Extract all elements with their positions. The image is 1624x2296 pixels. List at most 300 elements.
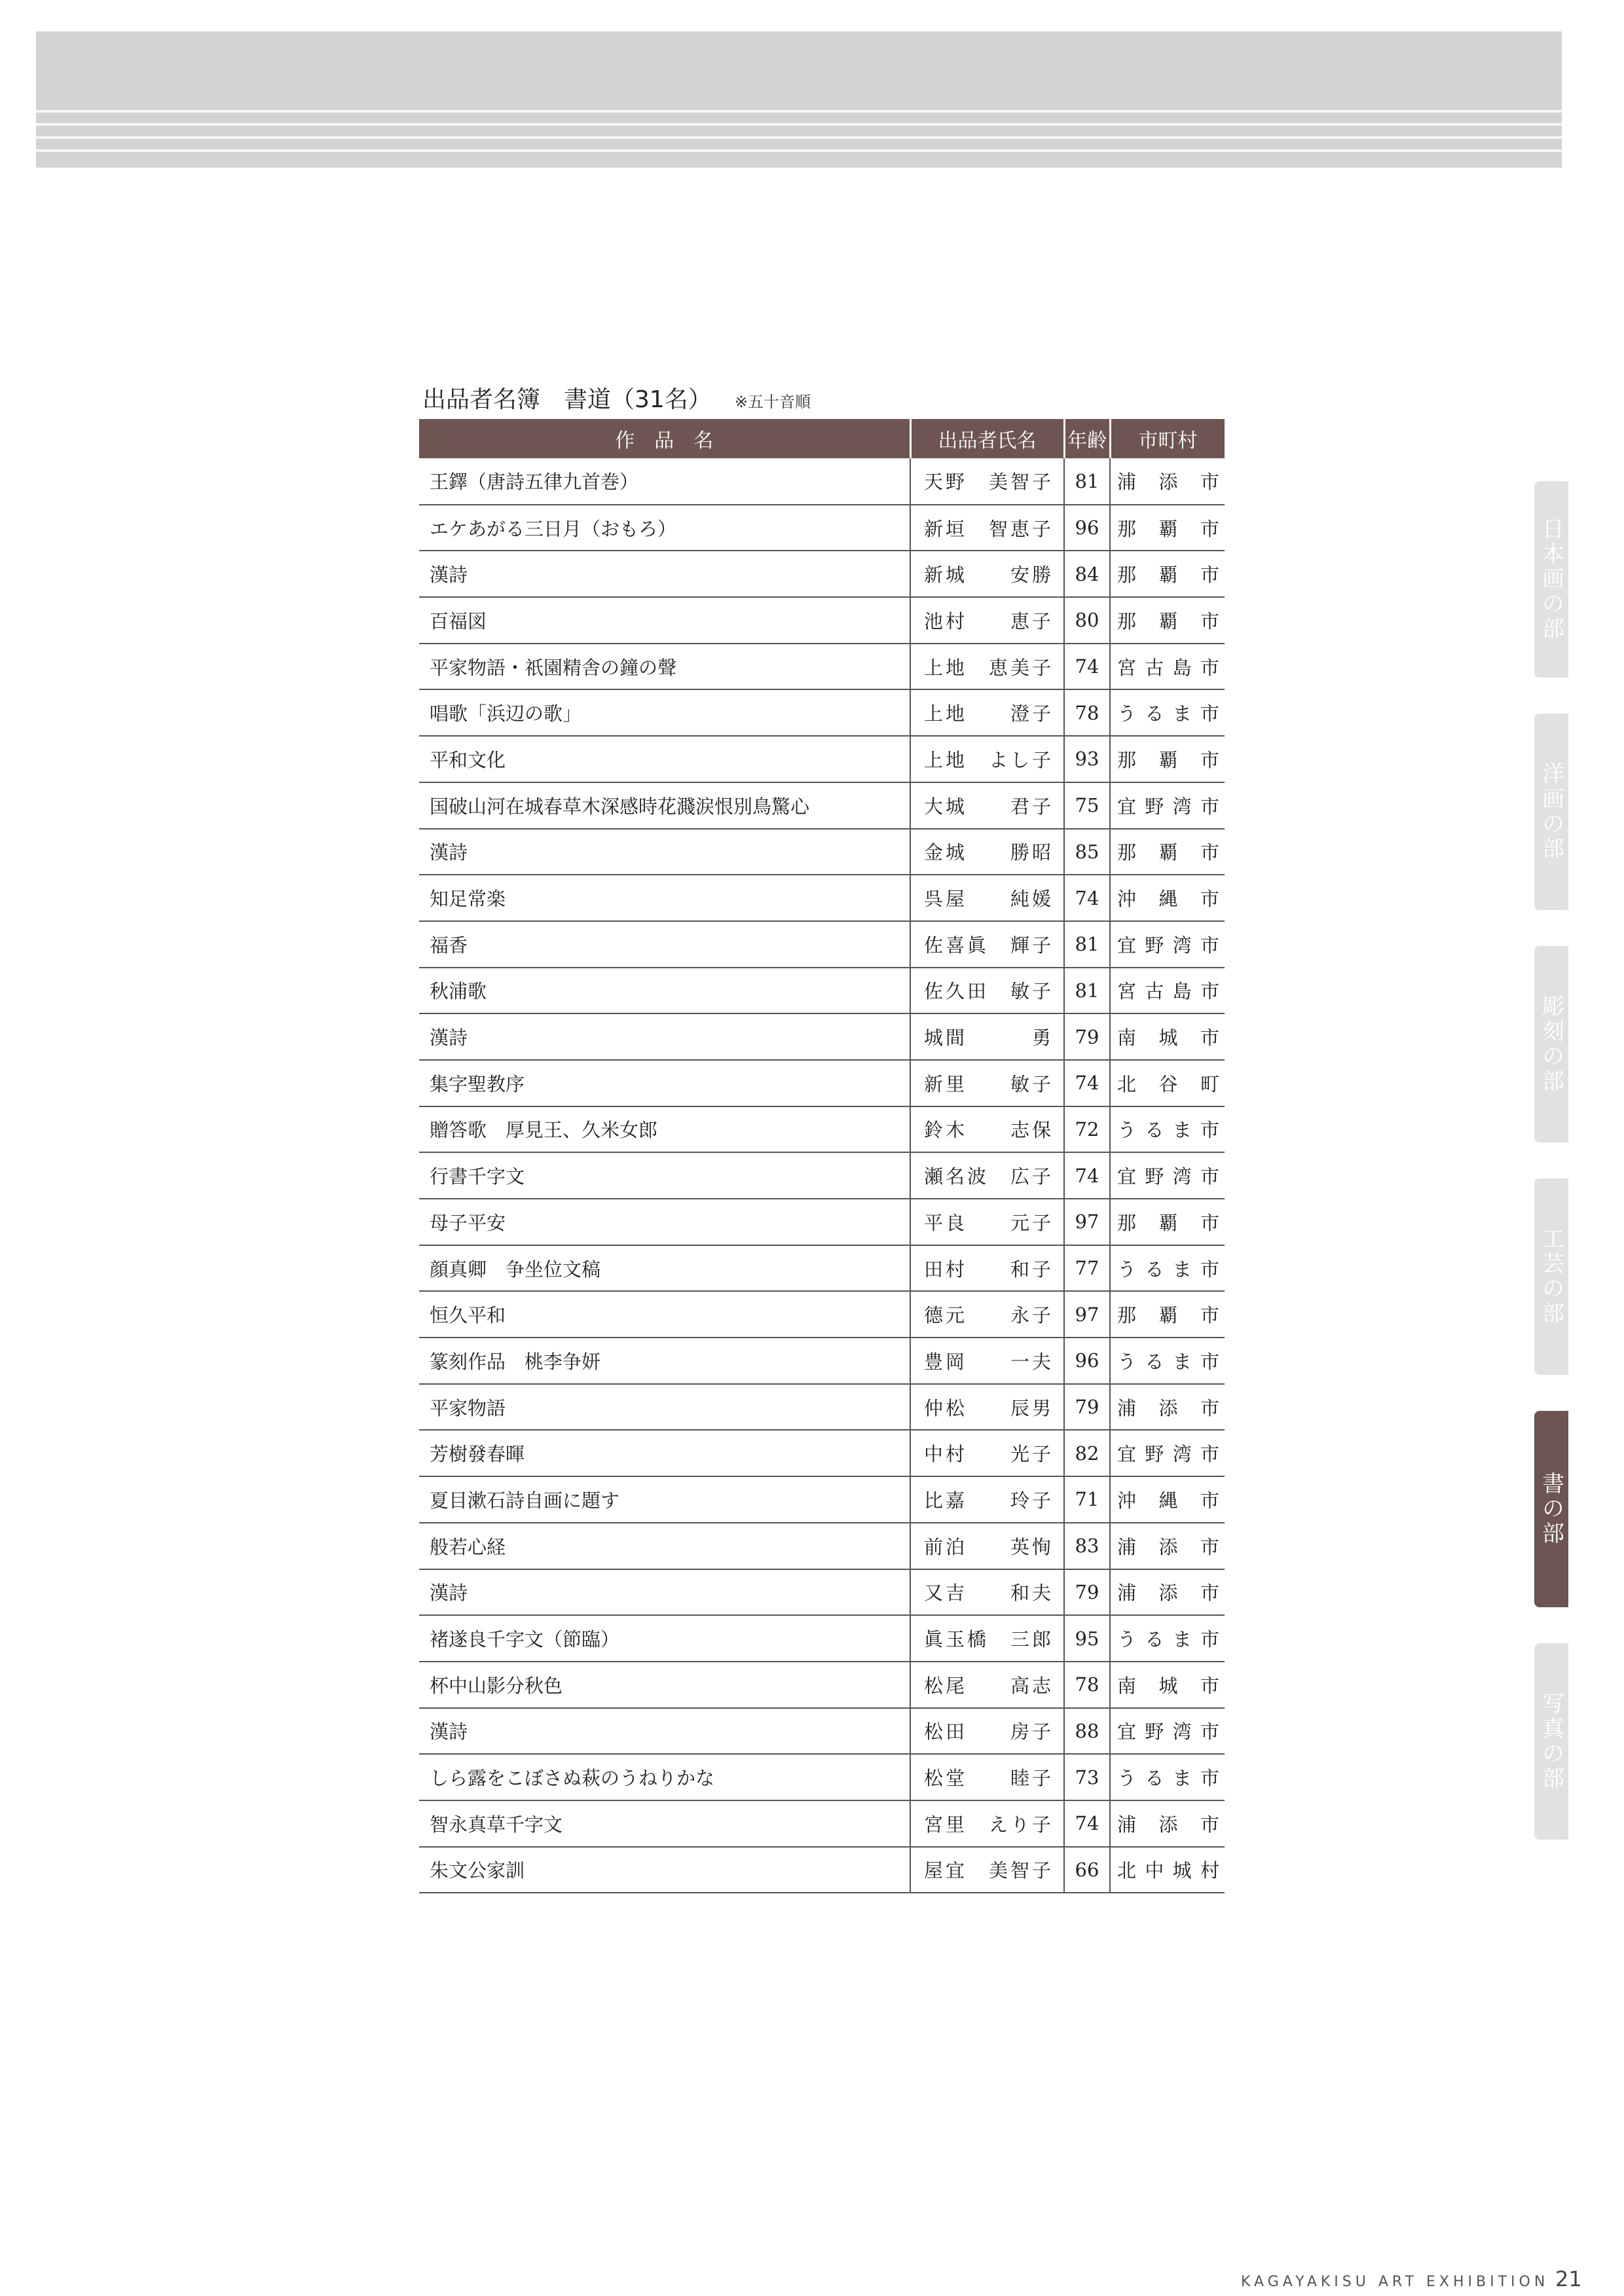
table-row — [419, 1847, 1225, 1893]
table-row — [419, 968, 1225, 1014]
age-cell-text: 96 — [1075, 517, 1099, 539]
table-row — [419, 1338, 1225, 1384]
work-cell-text: 平和文化 — [430, 748, 506, 771]
city-cell-text: うるま市 — [1117, 1350, 1219, 1373]
side-tab-5[interactable] — [1534, 1643, 1568, 1840]
name-cell-text: 呉屋 純媛 — [924, 888, 1054, 911]
work-cell — [419, 1291, 910, 1338]
table-row — [419, 1476, 1225, 1523]
name-cell — [910, 1569, 1064, 1616]
work-cell-text: エケあがる三日月（おもろ） — [430, 517, 677, 540]
work-cell — [419, 1523, 910, 1569]
table-row — [419, 1569, 1225, 1616]
city-cell-text: 浦添市 — [1117, 1582, 1219, 1605]
name-cell — [910, 1152, 1064, 1199]
name-cell-text: 天野 美智子 — [924, 471, 1054, 494]
name-cell — [910, 921, 1064, 968]
name-cell-text: 上地 恵美子 — [924, 656, 1054, 679]
table-row — [419, 1106, 1225, 1153]
age-cell — [1064, 1199, 1110, 1245]
name-cell — [910, 689, 1064, 736]
name-cell — [910, 1523, 1064, 1569]
name-cell-text: 新垣 智恵子 — [924, 517, 1054, 540]
table-row — [419, 921, 1225, 968]
name-cell-text: 上地 よし子 — [924, 748, 1054, 771]
table-row — [419, 829, 1225, 875]
city-cell — [1110, 829, 1225, 875]
age-cell-text: 74 — [1075, 886, 1099, 909]
age-cell — [1064, 921, 1110, 968]
work-cell-text: 褚遂良千字文（節臨） — [430, 1628, 620, 1651]
name-cell-text: 佐久田 敏子 — [924, 980, 1054, 1003]
work-cell — [419, 1569, 910, 1616]
work-cell-text: 知足常楽 — [430, 888, 506, 911]
work-cell-text: 漢詩 — [430, 1027, 468, 1049]
age-cell — [1064, 1476, 1110, 1523]
table-row — [419, 1245, 1225, 1292]
city-cell-text: 北中城村 — [1117, 1859, 1219, 1882]
age-cell — [1064, 1245, 1110, 1292]
age-cell-text: 93 — [1075, 748, 1099, 771]
city-cell-text: うるま市 — [1117, 1767, 1219, 1790]
work-cell-text: 集字聖教序 — [430, 1072, 525, 1095]
city-cell — [1110, 782, 1225, 829]
name-cell-text: 又吉 和夫 — [924, 1582, 1054, 1605]
city-cell-text: うるま市 — [1117, 1119, 1219, 1142]
work-cell — [419, 1662, 910, 1708]
footer-text: KAGAYAKISU ART EXHIBITION — [1241, 2274, 1549, 2290]
city-cell — [1110, 1800, 1225, 1847]
age-cell — [1064, 1662, 1110, 1708]
name-cell-text: 上地 澄子 — [924, 702, 1054, 725]
side-tab-1[interactable] — [1534, 714, 1568, 910]
city-cell — [1110, 1523, 1225, 1569]
age-cell — [1064, 597, 1110, 644]
work-cell — [419, 921, 910, 968]
name-cell-text: 鈴木 志保 — [924, 1119, 1054, 1142]
header-band — [36, 31, 1562, 168]
age-cell-text: 79 — [1075, 1396, 1099, 1419]
work-cell — [419, 1106, 910, 1153]
side-tab-3[interactable] — [1534, 1178, 1568, 1375]
table-header-row — [419, 419, 1225, 458]
work-cell — [419, 1060, 910, 1106]
name-cell — [910, 1430, 1064, 1476]
name-cell-text: 比嘉 玲子 — [924, 1489, 1054, 1512]
work-cell-text: 平家物語・祇園精舎の鐘の聲 — [430, 656, 677, 679]
name-cell — [910, 875, 1064, 921]
name-cell — [910, 1199, 1064, 1245]
city-cell-text: うるま市 — [1117, 1628, 1219, 1651]
age-cell-text: 74 — [1075, 1072, 1099, 1095]
age-cell-text: 74 — [1075, 655, 1099, 678]
city-cell-text: 浦添市 — [1117, 471, 1219, 494]
city-cell — [1110, 1847, 1225, 1893]
name-cell-text: 宮里 えり子 — [924, 1813, 1054, 1836]
name-cell — [910, 968, 1064, 1014]
name-cell — [910, 1013, 1064, 1060]
side-tab-4[interactable] — [1534, 1411, 1568, 1607]
work-cell — [419, 736, 910, 782]
work-cell-text: 漢詩 — [430, 564, 468, 587]
name-cell-text: 前泊 英恂 — [924, 1535, 1054, 1558]
name-cell-text: 松堂 睦子 — [924, 1767, 1054, 1790]
name-cell-text: 池村 恵子 — [924, 610, 1054, 632]
name-cell — [910, 1476, 1064, 1523]
age-cell-text: 97 — [1075, 1211, 1099, 1233]
work-cell — [419, 689, 910, 736]
age-cell — [1064, 1291, 1110, 1338]
table-row — [419, 1430, 1225, 1476]
name-cell-text: 德元 永子 — [924, 1304, 1054, 1327]
work-cell — [419, 875, 910, 921]
work-cell-text: 篆刻作品 桃李争妍 — [430, 1350, 601, 1373]
work-cell — [419, 1245, 910, 1292]
name-cell-text: 屋宜 美智子 — [924, 1859, 1054, 1882]
side-tab-label: 日本画の部 — [1538, 517, 1564, 642]
name-cell-text: 新城 安勝 — [924, 564, 1054, 587]
city-cell-text: うるま市 — [1117, 1258, 1219, 1281]
city-cell-text: 浦添市 — [1117, 1813, 1219, 1836]
name-cell-text: 松尾 高志 — [924, 1674, 1054, 1697]
age-cell-text: 95 — [1075, 1627, 1099, 1650]
age-cell — [1064, 1384, 1110, 1430]
age-cell — [1064, 1338, 1110, 1384]
age-cell — [1064, 1060, 1110, 1106]
table-row — [419, 782, 1225, 829]
header-stripe — [36, 110, 1562, 113]
city-cell-text: 浦添市 — [1117, 1535, 1219, 1558]
page-number: 21 — [1555, 2267, 1582, 2291]
city-cell-text: うるま市 — [1117, 702, 1219, 725]
side-tab-label: 写真の部 — [1538, 1692, 1564, 1791]
city-cell-text: 那覇市 — [1117, 1211, 1219, 1234]
city-cell-text: 那覇市 — [1117, 564, 1219, 587]
city-cell-text: 宜野湾市 — [1117, 795, 1219, 818]
age-cell — [1064, 1152, 1110, 1199]
age-cell — [1064, 968, 1110, 1014]
table-row — [419, 875, 1225, 921]
city-cell — [1110, 968, 1225, 1014]
age-cell-text: 84 — [1075, 562, 1099, 585]
city-cell-text: 南城市 — [1117, 1027, 1219, 1049]
work-cell — [419, 597, 910, 644]
city-cell — [1110, 1615, 1225, 1662]
name-cell-text: 金城 勝昭 — [924, 841, 1054, 864]
city-cell — [1110, 1662, 1225, 1708]
name-cell-text: 豊岡 一夫 — [924, 1350, 1054, 1373]
age-cell — [1064, 505, 1110, 551]
work-cell — [419, 829, 910, 875]
age-cell-text: 71 — [1075, 1488, 1099, 1511]
title-note: ※五十音順 — [734, 393, 811, 411]
work-cell — [419, 1013, 910, 1060]
city-cell-text: 宜野湾市 — [1117, 1721, 1219, 1743]
exhibitor-table — [419, 419, 1225, 1893]
name-cell — [910, 1662, 1064, 1708]
work-cell-text: 王鐸（唐詩五律九首巻） — [430, 471, 639, 494]
table-row — [419, 1152, 1225, 1199]
age-cell — [1064, 1523, 1110, 1569]
table-row — [419, 1013, 1225, 1060]
table-row — [419, 1384, 1225, 1430]
name-cell — [910, 1754, 1064, 1800]
name-cell — [910, 551, 1064, 597]
work-cell-text: しら露をこぼさぬ萩のうねりかな — [430, 1767, 715, 1790]
city-cell — [1110, 1106, 1225, 1153]
city-cell-text: 那覇市 — [1117, 610, 1219, 632]
table-row — [419, 644, 1225, 690]
work-cell — [419, 1199, 910, 1245]
city-cell-text: 宮古島市 — [1117, 980, 1219, 1003]
age-cell-text: 79 — [1075, 1025, 1099, 1048]
name-cell-text: 大城 君子 — [924, 795, 1054, 818]
city-cell — [1110, 644, 1225, 690]
name-cell — [910, 1338, 1064, 1384]
city-cell-text: 南城市 — [1117, 1674, 1219, 1697]
age-cell-text: 80 — [1075, 609, 1099, 632]
city-cell — [1110, 736, 1225, 782]
work-cell-text: 漢詩 — [430, 1721, 468, 1743]
work-cell-text: 智永真草千字文 — [430, 1813, 563, 1836]
page-title — [422, 381, 811, 414]
city-cell-text: 宜野湾市 — [1117, 1443, 1219, 1466]
city-cell — [1110, 1384, 1225, 1430]
city-cell — [1110, 1152, 1225, 1199]
age-cell-text: 74 — [1075, 1164, 1099, 1187]
work-cell — [419, 1615, 910, 1662]
age-cell-text: 77 — [1075, 1257, 1099, 1280]
table-row — [419, 1291, 1225, 1338]
work-cell — [419, 458, 910, 505]
age-cell-text: 79 — [1075, 1580, 1099, 1603]
age-cell-text: 97 — [1075, 1303, 1099, 1326]
table-row — [419, 1754, 1225, 1800]
table-row — [419, 1060, 1225, 1106]
table-row — [419, 597, 1225, 644]
city-cell — [1110, 1013, 1225, 1060]
table-row — [419, 458, 1225, 505]
table-row — [419, 1708, 1225, 1755]
name-cell — [910, 644, 1064, 690]
work-cell — [419, 1754, 910, 1800]
side-tab-2[interactable] — [1534, 946, 1568, 1142]
city-cell — [1110, 1245, 1225, 1292]
age-cell — [1064, 1800, 1110, 1847]
age-cell — [1064, 1013, 1110, 1060]
side-tab-label: 彫刻の部 — [1538, 994, 1564, 1094]
work-cell-text: 般若心経 — [430, 1535, 506, 1558]
work-cell-text: 顔真卿 争坐位文稿 — [430, 1258, 601, 1281]
city-cell-text: 宮古島市 — [1117, 656, 1219, 679]
age-cell-text: 81 — [1075, 469, 1099, 492]
work-cell — [419, 1847, 910, 1893]
work-cell-text: 母子平安 — [430, 1211, 506, 1234]
age-cell — [1064, 1430, 1110, 1476]
name-cell-text: 瀬名波 広子 — [924, 1165, 1054, 1188]
work-cell-text: 唱歌「浜辺の歌」 — [430, 702, 582, 725]
name-cell-text: 平良 元子 — [924, 1211, 1054, 1234]
name-cell — [910, 782, 1064, 829]
city-cell — [1110, 505, 1225, 551]
city-cell — [1110, 1754, 1225, 1800]
work-cell-text: 平家物語 — [430, 1396, 506, 1419]
city-cell-text: 那覇市 — [1117, 517, 1219, 540]
age-cell — [1064, 736, 1110, 782]
side-tab-label: 書の部 — [1538, 1472, 1564, 1546]
table-row — [419, 1662, 1225, 1708]
work-cell — [419, 1384, 910, 1430]
work-cell-text: 漢詩 — [430, 1582, 468, 1605]
table-row — [419, 689, 1225, 736]
work-cell — [419, 782, 910, 829]
age-cell-text: 88 — [1075, 1719, 1099, 1742]
work-cell — [419, 1152, 910, 1199]
age-cell — [1064, 551, 1110, 597]
age-cell-text: 73 — [1075, 1766, 1099, 1789]
age-cell — [1064, 689, 1110, 736]
age-cell — [1064, 829, 1110, 875]
name-cell — [910, 1060, 1064, 1106]
age-cell — [1064, 875, 1110, 921]
age-cell-text: 85 — [1075, 840, 1099, 863]
name-cell — [910, 736, 1064, 782]
name-cell-text: 中村 光子 — [924, 1443, 1054, 1466]
table-row — [419, 1199, 1225, 1245]
name-cell — [910, 1291, 1064, 1338]
name-cell-text: 新里 敏子 — [924, 1072, 1054, 1095]
table-row — [419, 551, 1225, 597]
work-cell-text: 朱文公家訓 — [430, 1859, 525, 1882]
work-cell-text: 夏目漱石詩自画に題す — [430, 1489, 620, 1512]
side-tab-label: 工芸の部 — [1538, 1227, 1564, 1326]
city-cell — [1110, 458, 1225, 505]
city-cell — [1110, 551, 1225, 597]
age-cell — [1064, 1847, 1110, 1893]
name-cell — [910, 1847, 1064, 1893]
age-cell — [1064, 458, 1110, 505]
work-cell-text: 芳樹發春暉 — [430, 1443, 525, 1466]
age-cell — [1064, 1615, 1110, 1662]
work-cell-text: 漢詩 — [430, 841, 468, 864]
name-cell — [910, 1708, 1064, 1755]
name-cell — [910, 458, 1064, 505]
city-cell — [1110, 1430, 1225, 1476]
header-stripe — [36, 123, 1562, 126]
name-cell-text: 眞玉橋 三郎 — [924, 1628, 1054, 1651]
header-age: 年齢 — [1064, 419, 1110, 458]
side-tab-label: 洋画の部 — [1538, 762, 1564, 862]
work-cell-text: 行書千字文 — [430, 1165, 525, 1188]
work-cell — [419, 1430, 910, 1476]
name-cell — [910, 1800, 1064, 1847]
header-stripe — [36, 149, 1562, 152]
table-row — [419, 1615, 1225, 1662]
city-cell-text: 浦添市 — [1117, 1396, 1219, 1419]
title-main: 出品者名簿 書道（31名） — [422, 386, 712, 413]
city-cell — [1110, 1291, 1225, 1338]
city-cell — [1110, 1199, 1225, 1245]
city-cell-text: 那覇市 — [1117, 841, 1219, 864]
city-cell — [1110, 597, 1225, 644]
work-cell — [419, 968, 910, 1014]
table-row — [419, 505, 1225, 551]
name-cell-text: 城間 勇 — [924, 1027, 1054, 1049]
header-city: 市町村 — [1110, 419, 1225, 458]
age-cell-text: 82 — [1075, 1442, 1099, 1465]
work-cell-text: 国破山河在城春草木深感時花濺涙恨別鳥驚心 — [430, 795, 810, 818]
age-cell-text: 78 — [1075, 701, 1099, 724]
age-cell-text: 81 — [1075, 933, 1099, 956]
name-cell-text: 仲松 辰男 — [924, 1396, 1054, 1419]
side-tab-0[interactable] — [1534, 481, 1568, 678]
name-cell — [910, 829, 1064, 875]
city-cell — [1110, 921, 1225, 968]
header-name: 出品者氏名 — [910, 419, 1064, 458]
name-cell — [910, 1384, 1064, 1430]
header-stripe — [36, 136, 1562, 139]
age-cell-text: 96 — [1075, 1349, 1099, 1372]
city-cell — [1110, 1060, 1225, 1106]
work-cell-text: 恒久平和 — [430, 1304, 506, 1327]
city-cell-text: 那覇市 — [1117, 748, 1219, 771]
work-cell — [419, 1476, 910, 1523]
name-cell-text: 松田 房子 — [924, 1721, 1054, 1743]
table-row — [419, 1800, 1225, 1847]
city-cell — [1110, 689, 1225, 736]
table-row — [419, 736, 1225, 782]
city-cell — [1110, 1569, 1225, 1616]
name-cell — [910, 597, 1064, 644]
city-cell-text: 沖縄市 — [1117, 1489, 1219, 1512]
age-cell-text: 74 — [1075, 1812, 1099, 1835]
city-cell-text: 沖縄市 — [1117, 888, 1219, 911]
name-cell — [910, 1106, 1064, 1153]
city-cell — [1110, 1476, 1225, 1523]
table-row — [419, 1523, 1225, 1569]
work-cell-text: 百福図 — [430, 610, 487, 632]
name-cell — [910, 1615, 1064, 1662]
age-cell-text: 78 — [1075, 1673, 1099, 1696]
header-work: 作 品 名 — [419, 419, 910, 458]
work-cell-text: 福香 — [430, 934, 468, 957]
city-cell-text: 宜野湾市 — [1117, 1165, 1219, 1188]
work-cell — [419, 1800, 910, 1847]
age-cell — [1064, 1754, 1110, 1800]
age-cell-text: 66 — [1075, 1858, 1099, 1881]
city-cell-text: 北谷町 — [1117, 1072, 1219, 1095]
table-body — [419, 458, 1225, 1893]
work-cell-text: 杯中山影分秋色 — [430, 1674, 563, 1697]
age-cell — [1064, 1569, 1110, 1616]
age-cell-text: 75 — [1075, 794, 1099, 817]
age-cell — [1064, 644, 1110, 690]
work-cell — [419, 551, 910, 597]
work-cell — [419, 1708, 910, 1755]
work-cell-text: 贈答歌 厚見王、久米女郎 — [430, 1119, 658, 1142]
city-cell — [1110, 875, 1225, 921]
name-cell-text: 田村 和子 — [924, 1258, 1054, 1281]
name-cell — [910, 1245, 1064, 1292]
city-cell — [1110, 1338, 1225, 1384]
city-cell-text: 宜野湾市 — [1117, 934, 1219, 957]
work-cell — [419, 505, 910, 551]
name-cell — [910, 505, 1064, 551]
age-cell-text: 72 — [1075, 1118, 1099, 1140]
age-cell — [1064, 782, 1110, 829]
age-cell-text: 83 — [1075, 1535, 1099, 1558]
work-cell — [419, 1338, 910, 1384]
